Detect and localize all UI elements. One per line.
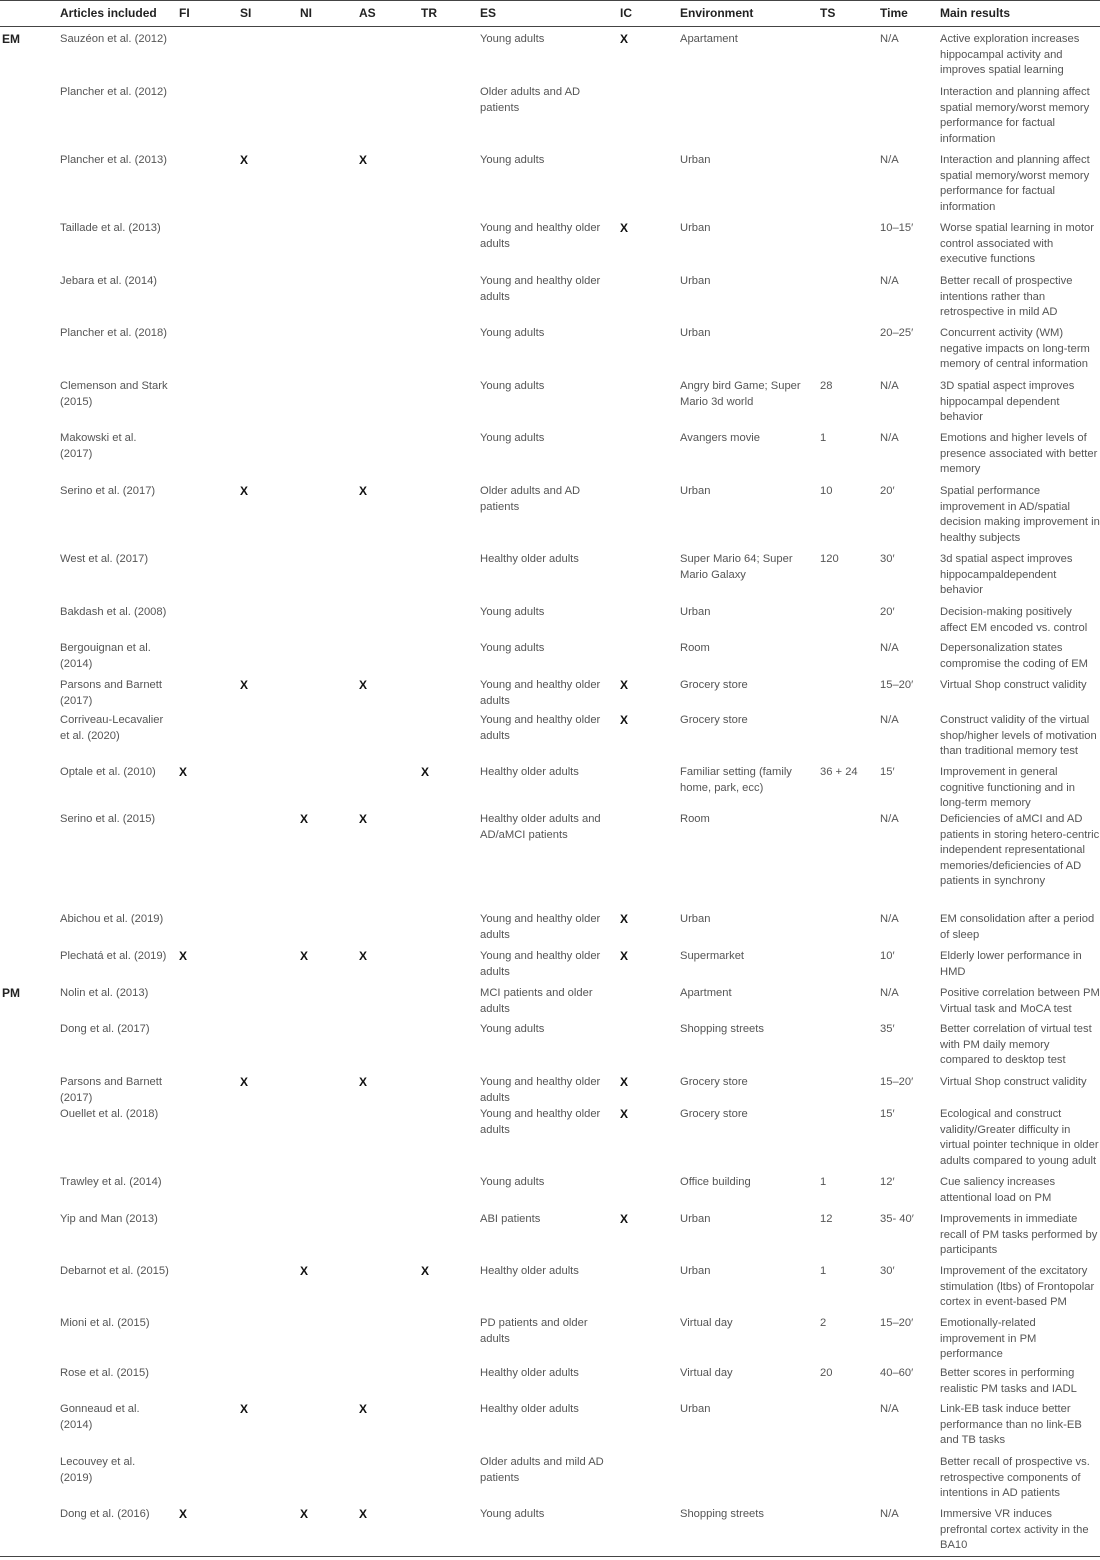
cell-results: Emotions and higher levels of presence associated with better memory bbox=[940, 432, 1098, 476]
cell-as-mark: X bbox=[359, 1507, 368, 1521]
column-header-si: SI bbox=[240, 6, 252, 20]
cell-article: Corriveau-Lecavalier et al. (2020) bbox=[60, 714, 164, 742]
cell-results: Virtual Shop construct validity bbox=[940, 679, 1087, 691]
cell-env: Room bbox=[680, 642, 710, 654]
cell-results: Elderly lower performance in HMD bbox=[940, 950, 1082, 978]
cell-ic-mark: X bbox=[620, 1212, 629, 1226]
cell-es: MCI patients and older adults bbox=[480, 987, 593, 1015]
cell-results: Better recall of prospective vs. retrospective components of intentions in AD patients bbox=[940, 1456, 1090, 1500]
cell-env: Urban bbox=[680, 1265, 711, 1277]
cell-results: 3D spatial aspect improves hippocampal dependent behavior bbox=[940, 380, 1075, 424]
cell-ts: 36 + 24 bbox=[820, 766, 858, 778]
cell-ts: 12 bbox=[820, 1213, 833, 1225]
cell-ts: 2 bbox=[820, 1317, 827, 1329]
cell-es: Young adults bbox=[480, 1508, 545, 1520]
cell-article: Clemenson and Stark (2015) bbox=[60, 380, 168, 408]
cell-article: Lecouvey et al. (2019) bbox=[60, 1456, 136, 1484]
cell-tr-mark: X bbox=[421, 765, 430, 779]
cell-results: EM consolidation after a period of sleep bbox=[940, 913, 1095, 941]
cell-time: N/A bbox=[880, 432, 899, 444]
cell-results: Better correlation of virtual test with PM daily memory compared to desktop test bbox=[940, 1023, 1092, 1067]
cell-env: Urban bbox=[680, 222, 711, 234]
cell-article: Bakdash et al. (2008) bbox=[60, 606, 167, 618]
cell-tr-mark: X bbox=[421, 1264, 430, 1278]
cell-as-mark: X bbox=[359, 678, 368, 692]
cell-es: Older adults and AD patients bbox=[480, 485, 581, 513]
cell-env: Urban bbox=[680, 154, 711, 166]
cell-es: Young adults bbox=[480, 327, 545, 339]
cell-ic-mark: X bbox=[620, 1075, 629, 1089]
cell-env: Supermarket bbox=[680, 950, 745, 962]
cell-article: Ouellet et al. (2018) bbox=[60, 1108, 159, 1120]
cell-env: Virtual day bbox=[680, 1367, 733, 1379]
cell-time: 15′ bbox=[880, 766, 895, 778]
cell-as-mark: X bbox=[359, 153, 368, 167]
cell-ic-mark: X bbox=[620, 912, 629, 926]
cell-env: Urban bbox=[680, 1403, 711, 1415]
cell-time: 10′ bbox=[880, 950, 895, 962]
cell-article: Dong et al. (2017) bbox=[60, 1023, 150, 1035]
cell-time: 20′ bbox=[880, 485, 895, 497]
cell-article: Yip and Man (2013) bbox=[60, 1213, 158, 1225]
column-header-tr: TR bbox=[421, 6, 437, 20]
cell-fi-mark: X bbox=[179, 765, 188, 779]
cell-results: Deficiencies of aMCI and AD patients in storing hetero-centric independent representational memories/deficiencies of AD patients in synchrony bbox=[940, 813, 1100, 888]
cell-results: Cue saliency increases attentional load on PM bbox=[940, 1176, 1056, 1204]
cell-results: Interaction and planning affect spatial memory/worst memory performance for factual information bbox=[940, 154, 1090, 213]
cell-fi-mark: X bbox=[179, 1507, 188, 1521]
cell-results: Interaction and planning affect spatial memory/worst memory performance for factual information bbox=[940, 86, 1090, 145]
column-header-as: AS bbox=[359, 6, 376, 20]
cell-article: Gonneaud et al. (2014) bbox=[60, 1403, 140, 1431]
cell-es: Young and healthy older adults bbox=[480, 913, 601, 941]
cell-time: 15–20′ bbox=[880, 679, 914, 691]
cell-time: 12′ bbox=[880, 1176, 895, 1188]
cell-time: N/A bbox=[880, 1508, 899, 1520]
cell-ic-mark: X bbox=[620, 678, 629, 692]
cell-env: Apartament bbox=[680, 33, 738, 45]
cell-results: Construct validity of the virtual shop/higher levels of motivation than traditional memory test bbox=[940, 714, 1097, 758]
cell-time: 40–60′ bbox=[880, 1367, 914, 1379]
cell-es: Healthy older adults bbox=[480, 1403, 579, 1415]
cell-ic-mark: X bbox=[620, 221, 629, 235]
cell-es: Young adults bbox=[480, 380, 545, 392]
cell-ts: 20 bbox=[820, 1367, 833, 1379]
cell-time: N/A bbox=[880, 813, 899, 825]
cell-results: Virtual Shop construct validity bbox=[940, 1076, 1087, 1088]
cell-ni-mark: X bbox=[300, 812, 309, 826]
cell-es: Young adults bbox=[480, 154, 545, 166]
cell-time: N/A bbox=[880, 275, 899, 287]
cell-env: Virtual day bbox=[680, 1317, 733, 1329]
cell-es: Young adults bbox=[480, 1023, 545, 1035]
cell-as-mark: X bbox=[359, 484, 368, 498]
cell-es: Healthy older adults bbox=[480, 553, 579, 565]
cell-es: Healthy older adults and AD/aMCI patients bbox=[480, 813, 601, 841]
column-header-time: Time bbox=[880, 6, 908, 20]
cell-time: 10–15′ bbox=[880, 222, 914, 234]
cell-si-mark: X bbox=[240, 1402, 249, 1416]
cell-time: 15–20′ bbox=[880, 1317, 914, 1329]
column-header-ic: IC bbox=[620, 6, 632, 20]
cell-time: N/A bbox=[880, 33, 899, 45]
cell-es: Young and healthy older adults bbox=[480, 1108, 601, 1136]
cell-es: Healthy older adults bbox=[480, 1265, 579, 1277]
cell-time: N/A bbox=[880, 642, 899, 654]
cell-es: Young and healthy older adults bbox=[480, 679, 601, 707]
cell-article: Parsons and Barnett (2017) bbox=[60, 679, 162, 707]
cell-article: Sauzéon et al. (2012) bbox=[60, 33, 167, 45]
cell-env: Apartment bbox=[680, 987, 732, 999]
cell-es: Healthy older adults bbox=[480, 1367, 579, 1379]
cell-results: Ecological and construct validity/Greater difficulty in virtual pointer technique in older adults compared to young adult bbox=[940, 1108, 1099, 1167]
cell-time: N/A bbox=[880, 380, 899, 392]
cell-es: Young and healthy older adults bbox=[480, 222, 601, 250]
table-header bbox=[0, 0, 1100, 26]
cell-article: Mioni et al. (2015) bbox=[60, 1317, 150, 1329]
cell-es: Young and healthy older adults bbox=[480, 714, 601, 742]
cell-env: Grocery store bbox=[680, 714, 748, 726]
cell-article: Plancher et al. (2013) bbox=[60, 154, 167, 166]
cell-time: 30′ bbox=[880, 1265, 895, 1277]
cell-ni-mark: X bbox=[300, 1264, 309, 1278]
column-header-es: ES bbox=[480, 6, 497, 20]
cell-article: Rose et al. (2015) bbox=[60, 1367, 149, 1379]
cell-env: Grocery store bbox=[680, 679, 748, 691]
cell-article: Trawley et al. (2014) bbox=[60, 1176, 162, 1188]
cell-results: Spatial performance improvement in AD/spatial decision making improvement in healthy subjects bbox=[940, 485, 1100, 544]
section-label: PM bbox=[2, 986, 20, 1000]
cell-ts: 1 bbox=[820, 1176, 827, 1188]
column-header-article: Articles included bbox=[60, 6, 157, 20]
cell-si-mark: X bbox=[240, 484, 249, 498]
cell-results: Improvements in immediate recall of PM tasks performed by participants bbox=[940, 1213, 1098, 1257]
section-label: EM bbox=[2, 32, 20, 46]
cell-as-mark: X bbox=[359, 1402, 368, 1416]
cell-results: Positive correlation between PM Virtual task and MoCA test bbox=[940, 987, 1100, 1015]
cell-env: Avangers movie bbox=[680, 432, 761, 444]
cell-si-mark: X bbox=[240, 678, 249, 692]
cell-time: 20′ bbox=[880, 606, 895, 618]
cell-article: Optale et al. (2010) bbox=[60, 766, 156, 778]
cell-as-mark: X bbox=[359, 812, 368, 826]
cell-results: Better recall of prospective intentions rather than retrospective in mild AD bbox=[940, 275, 1073, 319]
column-header-ts: TS bbox=[820, 6, 836, 20]
cell-ic-mark: X bbox=[620, 1107, 629, 1121]
column-header-env: Environment bbox=[680, 6, 754, 20]
cell-results: Better scores in performing realistic PM tasks and IADL bbox=[940, 1367, 1077, 1395]
cell-es: Healthy older adults bbox=[480, 766, 579, 778]
cell-results: Emotionally-related improvement in PM performance bbox=[940, 1317, 1037, 1361]
cell-si-mark: X bbox=[240, 1075, 249, 1089]
cell-es: Young and healthy older adults bbox=[480, 950, 601, 978]
cell-ts: 120 bbox=[820, 553, 839, 565]
cell-es: Young adults bbox=[480, 606, 545, 618]
cell-ts: 1 bbox=[820, 432, 827, 444]
cell-ic-mark: X bbox=[620, 713, 629, 727]
cell-env: Urban bbox=[680, 275, 711, 287]
cell-es: PD patients and older adults bbox=[480, 1317, 588, 1345]
cell-ni-mark: X bbox=[300, 1507, 309, 1521]
cell-article: Plancher et al. (2012) bbox=[60, 86, 167, 98]
cell-results: Depersonalization states compromise the coding of EM bbox=[940, 642, 1088, 670]
cell-es: Young adults bbox=[480, 642, 545, 654]
cell-results: Link-EB task induce better performance than no link-EB and TB tasks bbox=[940, 1403, 1082, 1447]
cell-env: Shopping streets bbox=[680, 1508, 764, 1520]
cell-env: Urban bbox=[680, 913, 711, 925]
cell-article: Plancher et al. (2018) bbox=[60, 327, 167, 339]
cell-results: Improvement in general cognitive functioning and in long-term memory bbox=[940, 766, 1075, 810]
cell-time: 30′ bbox=[880, 553, 895, 565]
cell-time: N/A bbox=[880, 714, 899, 726]
cell-results: Improvement of the excitatory stimulation (ltbs) of Frontopolar cortex in event-based PM bbox=[940, 1265, 1095, 1309]
column-header-ni: NI bbox=[300, 6, 312, 20]
cell-article: Serino et al. (2015) bbox=[60, 813, 156, 825]
cell-article: Bergouignan et al. (2014) bbox=[60, 642, 151, 670]
cell-env: Grocery store bbox=[680, 1108, 748, 1120]
cell-as-mark: X bbox=[359, 949, 368, 963]
cell-article: Dong et al. (2016) bbox=[60, 1508, 150, 1520]
cell-time: 15–20′ bbox=[880, 1076, 914, 1088]
cell-time: 35′ bbox=[880, 1023, 895, 1035]
cell-time: N/A bbox=[880, 1403, 899, 1415]
cell-results: Active exploration increases hippocampal activity and improves spatial learning bbox=[940, 33, 1080, 77]
cell-env: Angry bird Game; Super Mario 3d world bbox=[680, 380, 801, 408]
cell-es: Young adults bbox=[480, 1176, 545, 1188]
cell-es: Older adults and mild AD patients bbox=[480, 1456, 604, 1484]
cell-env: Grocery store bbox=[680, 1076, 748, 1088]
cell-es: Young adults bbox=[480, 33, 545, 45]
cell-ni-mark: X bbox=[300, 949, 309, 963]
cell-es: Young and healthy older adults bbox=[480, 275, 601, 303]
cell-article: Abichou et al. (2019) bbox=[60, 913, 164, 925]
column-header-results: Main results bbox=[940, 6, 1011, 20]
cell-ic-mark: X bbox=[620, 949, 629, 963]
cell-article: Serino et al. (2017) bbox=[60, 485, 156, 497]
cell-env: Room bbox=[680, 813, 710, 825]
cell-article: Nolin et al. (2013) bbox=[60, 987, 149, 999]
cell-results: Concurrent activity (WM) negative impacts on long-term memory of central information bbox=[940, 327, 1090, 371]
cell-env: Super Mario 64; Super Mario Galaxy bbox=[680, 553, 793, 581]
cell-results: Worse spatial learning in motor control associated with executive functions bbox=[940, 222, 1095, 266]
cell-time: 15′ bbox=[880, 1108, 895, 1120]
cell-time: 35- 40′ bbox=[880, 1213, 914, 1225]
header-rule bbox=[0, 26, 1100, 27]
cell-results: 3d spatial aspect improves hippocampaldependent behavior bbox=[940, 553, 1073, 597]
cell-env: Urban bbox=[680, 327, 711, 339]
cell-time: N/A bbox=[880, 913, 899, 925]
cell-results: Decision-making positively affect EM encoded vs. control bbox=[940, 606, 1088, 634]
cell-time: 20–25′ bbox=[880, 327, 914, 339]
cell-ts: 10 bbox=[820, 485, 833, 497]
table-bottom-rule bbox=[0, 1556, 1100, 1557]
cell-env: Familiar setting (family home, park, ecc) bbox=[680, 766, 792, 794]
cell-si-mark: X bbox=[240, 153, 249, 167]
cell-article: Jebara et al. (2014) bbox=[60, 275, 158, 287]
cell-es: ABI patients bbox=[480, 1213, 541, 1225]
cell-es: Young and healthy older adults bbox=[480, 1076, 601, 1104]
cell-time: N/A bbox=[880, 154, 899, 166]
cell-ts: 1 bbox=[820, 1265, 827, 1277]
cell-article: Makowski et al. (2017) bbox=[60, 432, 137, 460]
cell-as-mark: X bbox=[359, 1075, 368, 1089]
cell-ts: 28 bbox=[820, 380, 833, 392]
cell-es: Young adults bbox=[480, 432, 545, 444]
cell-article: West et al. (2017) bbox=[60, 553, 149, 565]
column-header-fi: FI bbox=[179, 6, 190, 20]
cell-results: Immersive VR induces prefrontal cortex activity in the BA10 bbox=[940, 1508, 1089, 1552]
cell-article: Debarnot et al. (2015) bbox=[60, 1265, 169, 1277]
cell-fi-mark: X bbox=[179, 949, 188, 963]
cell-env: Office building bbox=[680, 1176, 751, 1188]
cell-ic-mark: X bbox=[620, 32, 629, 46]
cell-article: Parsons and Barnett (2017) bbox=[60, 1076, 162, 1104]
cell-env: Shopping streets bbox=[680, 1023, 764, 1035]
cell-env: Urban bbox=[680, 606, 711, 618]
cell-article: Plechatá et al. (2019) bbox=[60, 950, 167, 962]
cell-article: Taillade et al. (2013) bbox=[60, 222, 161, 234]
cell-es: Older adults and AD patients bbox=[480, 86, 581, 114]
cell-env: Urban bbox=[680, 485, 711, 497]
cell-time: N/A bbox=[880, 987, 899, 999]
cell-env: Urban bbox=[680, 1213, 711, 1225]
